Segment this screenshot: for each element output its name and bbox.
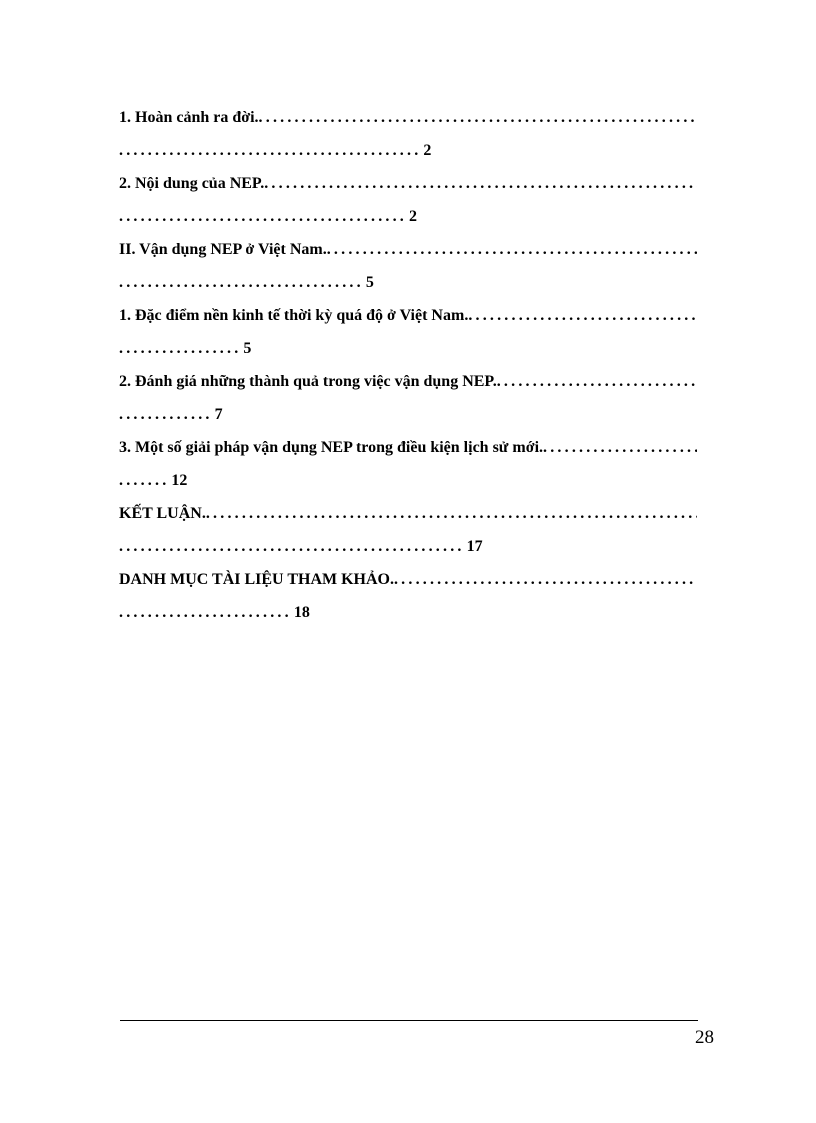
toc-line xyxy=(119,101,697,134)
dot-leader xyxy=(264,167,697,200)
dot-leader xyxy=(394,563,697,596)
toc-entry-label: 3. Một số giải pháp vận dụng NEP trong điều kiện lịch sử mới. xyxy=(119,439,544,456)
toc-line-continued xyxy=(119,266,697,299)
toc-entry-label: 2. Đánh giá những thành quả trong việc vận dụng NEP. xyxy=(119,373,497,390)
dot-leader xyxy=(206,497,697,530)
toc-entry-page: 17 xyxy=(466,538,483,555)
dot-leader xyxy=(468,299,697,332)
dot-leader-continued: .......................................... xyxy=(119,142,422,159)
dot-leader xyxy=(497,365,697,398)
toc-line-continued xyxy=(119,464,697,497)
toc-line xyxy=(119,167,697,200)
dot-leader-continued: ....... xyxy=(119,472,170,489)
dot-leader xyxy=(259,101,697,134)
toc-entry-label: 2. Nội dung của NEP. xyxy=(119,175,265,192)
dot-leader-continued: .................................. xyxy=(119,274,364,291)
toc-line xyxy=(119,233,697,266)
toc-entry-page: 5 xyxy=(365,274,374,291)
toc-line xyxy=(119,299,697,332)
toc-line xyxy=(119,365,697,398)
toc-line-continued xyxy=(119,200,697,233)
toc-line-continued xyxy=(119,530,697,563)
toc-entry-page: 7 xyxy=(214,406,223,423)
toc-entry-danh-gia[interactable] xyxy=(119,365,697,431)
toc-entry-label: II. Vận dụng NEP ở Việt Nam. xyxy=(119,241,327,258)
toc-entry-page: 18 xyxy=(293,604,310,621)
toc-entry-van-dung[interactable] xyxy=(119,233,697,299)
toc-line xyxy=(119,497,697,530)
toc-entry-ket-luan[interactable] xyxy=(119,497,697,563)
dot-leader-continued: ................. xyxy=(119,340,242,357)
dot-leader-continued: ........................................ xyxy=(119,208,407,225)
toc-entry-label: 1. Hoàn cảnh ra đời. xyxy=(119,109,259,126)
toc-entry-page: 12 xyxy=(171,472,188,489)
toc-entry-dac-diem[interactable] xyxy=(119,299,697,365)
toc-entry-page: 2 xyxy=(409,208,417,225)
table-of-contents xyxy=(119,101,697,629)
toc-entry-hoan-canh[interactable] xyxy=(119,101,697,167)
toc-entry-page: 5 xyxy=(243,340,252,357)
toc-entry-label: KẾT LUẬN. xyxy=(119,505,206,522)
toc-line xyxy=(119,563,697,596)
toc-entry-page: 2 xyxy=(423,142,432,159)
toc-line-continued xyxy=(119,134,697,167)
dot-leader xyxy=(543,431,697,464)
toc-line-continued xyxy=(119,596,697,629)
footer-divider xyxy=(120,1020,698,1021)
toc-line-continued xyxy=(119,398,697,431)
dot-leader xyxy=(327,233,697,266)
toc-line-continued xyxy=(119,332,697,365)
toc-line xyxy=(119,431,697,464)
toc-entry-label: 1. Đặc điểm nền kinh tế thời kỳ quá độ ở Việt Nam. xyxy=(119,307,469,324)
footer-page-number: 28 xyxy=(695,1027,714,1048)
dot-leader-continued: ................................................ xyxy=(119,538,465,555)
toc-entry-label: DANH MỤC TÀI LIỆU THAM KHẢO. xyxy=(119,571,394,588)
dot-leader-continued: ............. xyxy=(119,406,213,423)
toc-entry-noi-dung[interactable] xyxy=(119,167,697,233)
dot-leader-continued: ........................ xyxy=(119,604,292,621)
toc-entry-giai-phap[interactable] xyxy=(119,431,697,497)
toc-entry-tai-lieu[interactable] xyxy=(119,563,697,629)
